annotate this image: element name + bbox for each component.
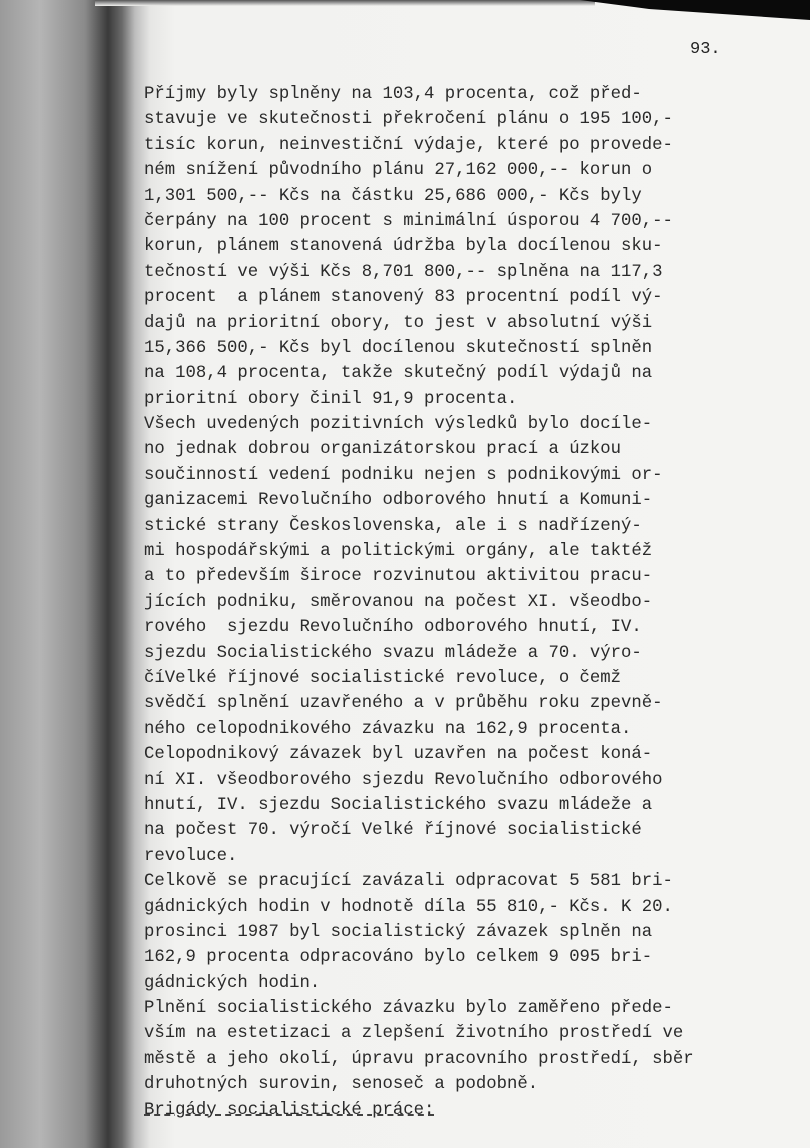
text-line: součinností vedení podniku nejen s podnikovými or-	[144, 465, 663, 485]
text-line: na počest 70. výročí Velké říjnové socialistické	[144, 821, 642, 841]
typewritten-body	[144, 82, 694, 1123]
text-line: 15,366 500,- Kčs byl docílenou skutečností splněn	[144, 338, 653, 358]
text-line: procent a plánem stanovený 83 procentní podíl vý-	[144, 288, 663, 308]
text-line: 1,301 500,-- Kčs na částku 25,686 000,- Kčs byly	[144, 186, 642, 206]
text-line: prosinci 1987 byl socialistický závazek splněn na	[144, 922, 653, 942]
text-line: mi hospodářskými a politickými orgány, ale taktéž	[144, 542, 653, 562]
text-line: gádnických hodin v hodnotě díla 55 810,- Kčs. K 20.	[144, 897, 673, 917]
text-line: sjezdu Socialistického svazu mládeže a 70. výro-	[144, 643, 642, 663]
text-line: stavuje ve skutečnosti překročení plánu o 195 100,-	[144, 110, 673, 130]
text-line: 162,9 procenta odpracováno bylo celkem 9 095 bri-	[144, 948, 653, 968]
text-line: čerpány na 100 procent s minimální úsporou 4 700,--	[144, 211, 673, 231]
text-line: korun, plánem stanovená údržba byla docílenou sku-	[144, 237, 663, 257]
page-number: 93.	[690, 40, 721, 59]
text-line: ganizacemi Revolučního odborového hnutí a Komuni-	[144, 491, 653, 511]
text-line: ného celopodnikového závazku na 162,9 procenta.	[144, 719, 632, 739]
text-line: Plnění socialistického závazku bylo zaměřeno přede-	[144, 999, 673, 1019]
text-line: prioritní obory činil 91,9 procenta.	[144, 389, 518, 409]
text-line: dajů na prioritní obory, to jest v absolutní výši	[144, 313, 653, 333]
text-line: a to především široce rozvinutou aktivitou pracu-	[144, 567, 653, 587]
text-line: druhotných surovin, senoseč a podobně.	[144, 1075, 539, 1095]
section-heading: Brigády socialistické práce:	[144, 1100, 435, 1120]
text-line: městě a jeho okolí, úpravu pracovního prostředí, sběr	[144, 1049, 694, 1069]
text-line: Celkově se pracující zavázali odpracovat 5 581 bri-	[144, 872, 673, 892]
scan-corner-shadow	[580, 0, 810, 20]
text-line: číVelké říjnové socialistické revoluce, o čemž	[144, 668, 622, 688]
text-line: gádnických hodin.	[144, 973, 321, 993]
text-line: Příjmy byly splněny na 103,4 procenta, což před-	[144, 85, 642, 104]
text-line: Všech uvedených pozitivních výsledků bylo docíle-	[144, 415, 653, 435]
text-line: revoluce.	[144, 846, 238, 866]
text-line: tečností ve výši Kčs 8,701 800,-- splněna na 117,3	[144, 262, 663, 282]
text-line: svědčí splnění uzavřeného a v průběhu roku zpevně-	[144, 694, 663, 714]
text-line: na 108,4 procenta, takže skutečný podíl výdajů na	[144, 364, 653, 384]
text-line: jících podniku, směrovanou na počest XI. všeodbo-	[144, 592, 653, 612]
text-line: tisíc korun, neinvestiční výdaje, které po provede-	[144, 135, 673, 155]
text-line: Celopodnikový závazek byl uzavřen na počest koná-	[144, 745, 653, 765]
text-line: hnutí, IV. sjezdu Socialistického svazu mládeže a	[144, 795, 653, 815]
text-line: stické strany Československa, ale i s nadřízený-	[144, 516, 642, 536]
page-top-edge-shadow	[95, 0, 595, 6]
text-line: vším na estetizaci a zlepšení životního prostředí ve	[144, 1024, 684, 1044]
text-line: no jednak dobrou organizátorskou prací a úzkou	[144, 440, 622, 460]
text-line: ní XI. všeodborového sjezdu Revolučního odborového	[144, 770, 663, 790]
text-line: rového sjezdu Revolučního odborového hnutí, IV.	[144, 618, 642, 638]
text-line: ném snížení původního plánu 27,162 000,-- korun o	[144, 161, 653, 181]
